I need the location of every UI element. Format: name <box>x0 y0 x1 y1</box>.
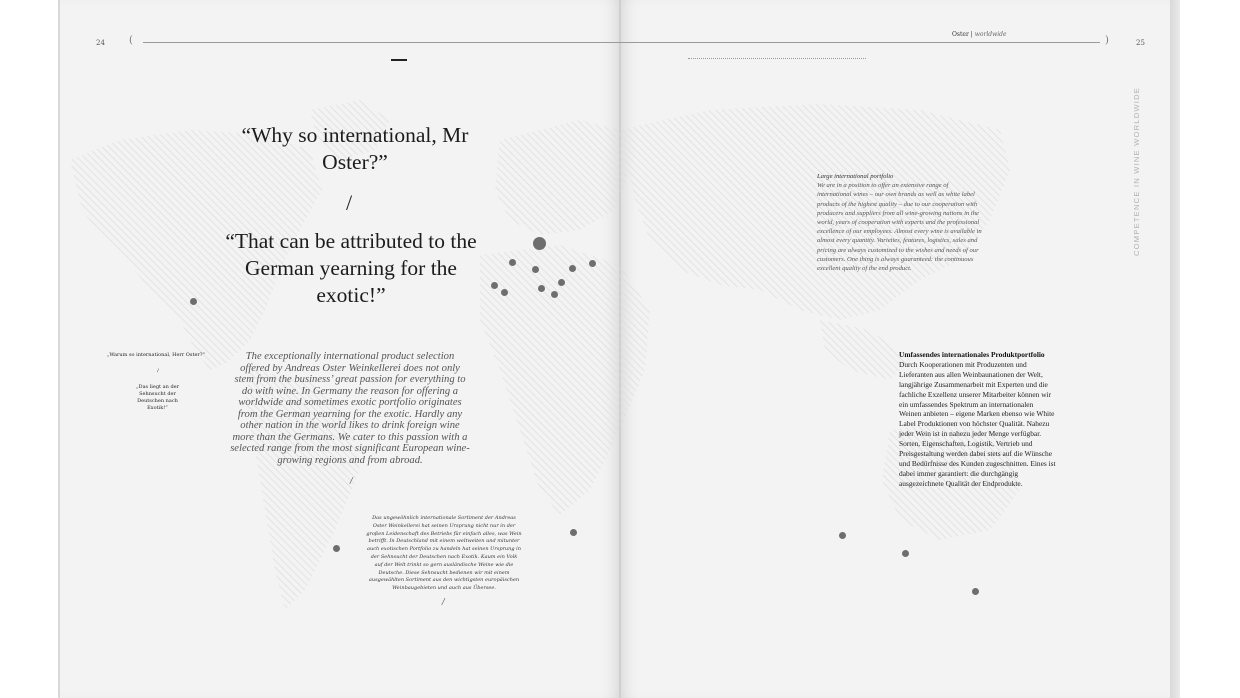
headline-separator: / <box>346 190 353 215</box>
portfolio-english-text: We are in a position to offer an extensive range of international wines – our own brands as well as white label products of the highest quality – due to our cooperation with producers and suppliers from all wine-growing nations in the world, years of cooperation with experts and the professional excellence of our employees. Almost every wine is available in almost every quantity. Varieties, features, logistics, sales and pricing are always customized to the wishes and needs of our customers. One thing is always guaranteed: the continuous excellent quality of the end product. <box>817 182 982 273</box>
left-folio: 24 <box>96 39 105 47</box>
map-dot <box>589 260 596 267</box>
vertical-side-label: COMPETENCE IN WINE WORLDWIDE <box>1132 86 1141 256</box>
header-rule <box>143 42 1100 43</box>
map-dot <box>569 265 576 272</box>
portfolio-german-text: Durch Kooperationen mit Produzenten und Lieferanten aus allen Weinbaunationen der Welt, langjährige Zusammenarbeit mit Experten und die fachliche Exzellenz unserer Mitarbeiter können wir ein umfassendes Spektrum an internationalen Weinen anbieten – eigene Marken ebenso wie White Label Produktionen von höchster Qualität. Nahezu jeder Wein ist in nahezu jeder Menge verfügbar. Sorten, Eigenschaften, Logistik, Vertrieb und Preisgestaltung werden dabei stets auf die Wünsche und Bedürfnisse des Kunden zugeschnitten. Eines ist dabei immer garantiert: die durchgängig ausgezeichnete Qualität der Endprodukte. <box>899 359 1056 488</box>
side-separator: / <box>157 368 159 374</box>
portfolio-english-block <box>817 172 982 273</box>
title-dash <box>391 59 407 61</box>
map-dot <box>551 291 558 298</box>
map-dot <box>333 545 340 552</box>
map-dot-large <box>533 237 546 250</box>
headline-question: “Why so international, Mr Oster?” <box>241 123 469 174</box>
map-dot <box>501 289 508 296</box>
map-dot <box>972 588 979 595</box>
southeast-asia-shape <box>820 320 910 380</box>
headline-answer: “That can be attributed to the German yearning for the exotic!” <box>225 229 477 307</box>
map-dot <box>538 285 545 292</box>
side-question: „Warum so international, Herr Oster?“ <box>106 352 206 358</box>
side-answer: „Das liegt an der Sehnsucht der Deutschen nach Exotik!“ <box>135 384 180 411</box>
intro-paragraph: The exceptionally international product selection offered by Andreas Oster Weinkellerei does not only stem from the business’ great passion for everything to do with wine. In Germany the reason for offering a worldwide and sometimes exotic portfolio originates from the German yearning for the exotic. Hardly any other nation in the world likes to drink foreign wine more than the Germans. We cater to this passion with a selected range from the most significant European wine-growing regions and from abroad. <box>230 351 470 466</box>
header-close-bracket: ) <box>1105 35 1109 46</box>
map-dot <box>839 532 846 539</box>
map-dot <box>902 550 909 557</box>
map-dot <box>190 298 197 305</box>
header-open-bracket: ( <box>129 35 133 46</box>
german-intro-slash: / <box>442 597 445 606</box>
dotted-rule <box>688 58 866 59</box>
europe-shape <box>495 120 630 235</box>
map-dot <box>509 259 516 266</box>
africa-shape <box>480 245 650 515</box>
intro-slash: / <box>350 476 353 485</box>
map-dot <box>570 529 577 536</box>
portfolio-english-heading: Large international portfolio <box>817 173 894 180</box>
running-head <box>952 31 1007 38</box>
portfolio-german-heading: Umfassendes internationales Produktportfolio <box>899 350 1045 359</box>
running-head-sub: worldwide <box>974 31 1007 38</box>
right-folio: 25 <box>1136 39 1145 47</box>
portfolio-german-block <box>899 350 1057 489</box>
running-head-separator: | <box>970 31 973 38</box>
map-dot <box>558 279 565 286</box>
map-dot <box>532 266 539 273</box>
running-head-main: Oster <box>952 31 969 38</box>
map-dot <box>491 282 498 289</box>
german-intro-paragraph: Das ungewöhnlich internationale Sortiment der Andreas Oster Weinkellerei hat seinen Ursprung nicht nur in der großen Leidenschaft des Betriebs für einfach alles, was Wein betrifft. In Deutschland mit einem weltweiten und mitunter auch exotischen Portfolio zu handeln hat seinen Ursprung in der Sehnsucht der Deutschen nach Exotik. Kaum ein Volk auf der Welt trinkt so gern ausländische Weine wie die Deutsche. Diese Sehnsucht bedienen wir mit einem ausgewählten Sortiment aus den wichtigsten europäischen Weinbaugebieten und auch aus Übersee. <box>366 515 522 592</box>
